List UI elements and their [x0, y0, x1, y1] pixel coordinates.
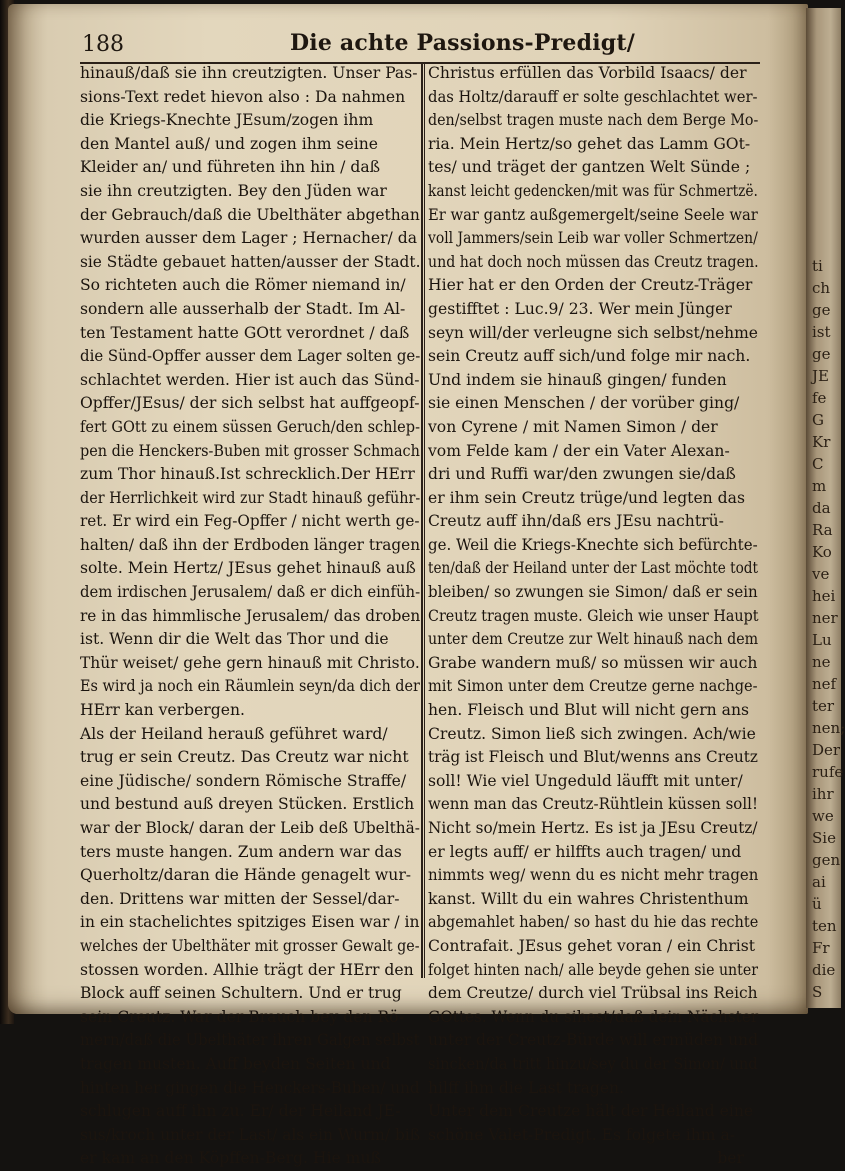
text-line: ist. Wenn dir die Welt das Thor und die [80, 630, 389, 649]
text-line: Creutz. Simon ließ sich zwingen. Ach/wie [428, 724, 756, 743]
page-header [60, 30, 760, 64]
text-line: er legts auff/ er hilffts auch tragen/ und [428, 842, 742, 861]
text-line: sein Creutz auff sich/und folge mir nach. [428, 347, 751, 366]
text-line: Nicht so/mein Hertz. Es ist ja JEsu Creutz/ [428, 819, 758, 837]
next-page-fragment: ch [812, 279, 831, 297]
text-line: hinten her gingen die Henckers-Buben/ und [80, 1078, 420, 1097]
text-line: Creutz tragen muste. Gleich wie unser Haupt [428, 606, 759, 625]
next-page-edge [806, 8, 845, 1008]
text-line: und bestund auß dreyen Stücken. Erstlich [80, 795, 415, 814]
next-page-fragment: ge [812, 345, 831, 363]
text-line: und hat doch noch müssen das Creutz tragen. [428, 252, 759, 271]
right-column [428, 62, 758, 1171]
text-line: tes/ und träget der gantzen Welt Sünde ; [428, 158, 751, 177]
text-line: Kleider an/ und führeten ihn hin / daß [80, 158, 381, 177]
next-page-fragment: Der [812, 741, 841, 759]
text-line: re in das himmlische Jerusalem/ das droben [80, 606, 421, 625]
text-line: sie ihn creutzigten. Bey den Jüden war [80, 181, 387, 200]
text-line: die Kriegs-Knechte JEsum/zogen ihm [80, 111, 374, 130]
text-line: voll Jammers/sein Leib war voller Schmertzen/ [428, 229, 758, 248]
next-page-fragment: nen; [812, 719, 845, 737]
text-line: sincken/da tritt hinzu/sey du der Simon/ und [428, 1054, 758, 1073]
text-line: So richteten auch die Römer niemand in/ [80, 276, 406, 295]
text-line: Hier hat er den Orden der Creutz-Träger [428, 276, 753, 295]
text-line: unter dem Creutze zur Welt hinauß nach dem [428, 630, 759, 649]
text-line: welches der Ubelthäter mit grosser Gewalt ge- [80, 936, 420, 955]
text-line: fert GOtt zu einem süssen Geruch/den schlep- [80, 417, 421, 436]
next-page-fragment: Ko [812, 543, 832, 561]
next-page-fragment: hei [812, 587, 836, 605]
text-line: sus/kroch unter der Last/ als ein Wurm/ biß [80, 1125, 420, 1144]
text-line: Opffer/JEsus/ der sich selbst hat auffgeopf- [80, 394, 420, 413]
text-line: sions-Text redet hievon also : Da nahmen [80, 87, 406, 106]
text-line: den Mantel auß/ und zogen ihm seine [80, 134, 379, 153]
next-page-fragment: die [812, 961, 836, 979]
text-line: er ihm sein Creutz trüge/und legten das [428, 488, 745, 507]
next-page-fragment: G [812, 411, 824, 429]
column-divider-left [421, 62, 423, 978]
next-page-fragment: ve [812, 565, 830, 583]
next-page-fragment: ten [812, 917, 837, 935]
text-line: der Gebrauch/daß die Ubelthäter abgethan [80, 205, 420, 224]
text-line: Und indem sie hinauß gingen/ funden [428, 370, 727, 389]
next-page-fragment: fe [812, 389, 827, 407]
text-line: Contrafait. JEsus gehet voran / ein Christ [428, 936, 756, 955]
text-line: Unter dem Creutze hält der Heiland eine [428, 1102, 754, 1121]
text-line: nimmts weg/ wenn du es nicht mehr tragen [428, 866, 759, 885]
text-line: ge. Weil die Kriegs-Knechte sich befürchte- [428, 535, 758, 554]
next-page-fragment: ihr [812, 785, 834, 803]
text-line: dri und Ruffi war/den zwungen sie/daß [428, 465, 736, 484]
text-line: ten/daß der Heiland unter der Last möchte todt [428, 559, 758, 578]
text-line: halten/ daß ihn der Erdboden länger tragen [80, 535, 421, 554]
text-line: von Cyrene / mit Namen Simon / der [428, 417, 718, 436]
text-line: eine Jüdische/ sondern Römische Straffe/ [80, 771, 407, 790]
text-line: schlachtet werden. Hier ist auch das Sünd- [80, 370, 420, 389]
text-line: ters muste hangen. Zum andern war das [80, 842, 402, 861]
next-page-fragment: Fr [812, 939, 830, 957]
text-line: Es wird ja noch ein Räumlein seyn/da dich der [80, 677, 420, 696]
text-line: den/selbst tragen muste nach dem Berge Mo- [428, 111, 759, 130]
text-line: ret. Er wird ein Feg-Opffer / nicht werth ge- [80, 512, 420, 531]
next-page-fragment: ge [812, 301, 831, 319]
text-line: sein Creutz. War der Brauch bey den Rö- [80, 1007, 404, 1026]
text-line: seyn will/der verleugne sich selbst/nehme [428, 323, 758, 342]
next-page-fragment: nef [812, 675, 837, 693]
text-line: ria. Mein Hertz/so gehet das Lamm GOt- [428, 134, 751, 153]
next-page-fragment: ai [812, 873, 826, 891]
next-page-fragment: gen [812, 851, 841, 869]
running-title: Die achte Passions-Predigt/ [290, 30, 635, 56]
text-line: sie einen Menschen / der vorüber ging/ [428, 394, 740, 413]
text-line: Querholtz/daran die Hände genagelt wur- [80, 866, 412, 885]
next-page-fragment: we [812, 807, 834, 825]
text-line: kanst. Willt du ein wahres Christenthum [428, 889, 749, 908]
column-divider-right [424, 62, 425, 978]
text-line: soll! Wie viel Ungeduld läufft mit unter/ [428, 771, 743, 790]
next-page-fragment: m [812, 477, 827, 495]
next-page-fragment: da [812, 499, 831, 517]
text-line: kanst leicht gedencken/mit was für Schmertzë. [428, 181, 758, 200]
text-line: Christus erfüllen das Vorbild Isaacs/ der [428, 64, 747, 82]
text-line: folget hinten nach/ alle beyde gehen sie unter [428, 960, 758, 979]
text-line: hen. Fleisch und Blut will nicht gern ans [428, 701, 750, 720]
text-line: GOttes. Wenn du sihest/daß dein Nächster [428, 1007, 759, 1026]
text-line: pen die Henckers-Buben mit grosser Schmach [80, 441, 420, 460]
next-page-fragment: ti [812, 257, 823, 275]
next-page-fragment: Ra [812, 521, 833, 539]
next-page-fragment: Kr [812, 433, 831, 451]
text-line: ten Testament hatte GOtt verordnet / daß [80, 323, 410, 342]
text-line: Er war gantz außgemergelt/seine Seele war [428, 205, 758, 224]
text-line: unter der Creutz-Bürde will ermüden und [428, 1031, 759, 1050]
next-page-fragment: ter [812, 697, 835, 715]
text-line: gestifftet : Luc.9/ 23. Wer mein Jünger [428, 299, 732, 318]
text-line: Thür weiset/ gehe gern hinauß mit Christo. [80, 653, 420, 672]
text-line: schöne Valet-Predigt. Es folgete ihm a- [428, 1125, 736, 1144]
text-line: Creutz auff ihn/daß ers JEsu nachtrü- [428, 512, 724, 531]
left-column [80, 62, 420, 1171]
text-line: solte. Mein Hertz/ JEsus gehet hinauß auß [80, 559, 416, 578]
text-line: mit Simon unter dem Creutze gerne nachge- [428, 677, 758, 696]
text-line: hilff ihm die Last tragen. [428, 1078, 625, 1097]
next-page-fragment: ne [812, 653, 831, 671]
next-page-fragment: ü [812, 895, 822, 913]
text-line: ber [717, 1149, 744, 1168]
text-line: Als der Heiland herauß geführet ward/ [80, 724, 388, 743]
text-line: wenn man das Creutz-Rühtlein küssen soll! [428, 795, 758, 814]
text-line: bleiben/ so zwungen sie Simon/ daß er sein [428, 583, 758, 602]
text-line: die Sünd-Opffer ausser dem Lager solten ge- [80, 347, 421, 366]
next-page-fragment: ist [812, 323, 831, 341]
text-line: wurden ausser dem Lager ; Hernacher/ da [80, 229, 418, 248]
next-page-fragment: JE [812, 367, 829, 385]
text-line: abgemahlet haben/ so hast du hie das rechte [428, 913, 759, 932]
text-line: dem Creutze/ durch viel Trübsal ins Reich [428, 984, 758, 1003]
text-line: Grabe wandern muß/ so müssen wir auch [428, 653, 758, 672]
text-line: tragen musten. Auff beyden Seiten und [80, 1054, 391, 1073]
next-page-fragment: C [812, 455, 824, 473]
text-line: hinauß/daß sie ihn creutzigten. Unser Pas- [80, 64, 418, 82]
text-line: stossen worden. Allhie trägt der HErr den [80, 960, 414, 979]
next-page-fragment: Sie [812, 829, 836, 847]
next-page-fragment: S [812, 983, 823, 1001]
text-line: das Holtz/darauff er solte geschlachtet wer- [428, 87, 758, 106]
page-number: 188 [82, 32, 124, 57]
text-line: war der Block/ daran der Leib deß Ubelthä- [80, 819, 420, 837]
text-line: mern/daß die Ubelthäter ihren Galgen selbst [80, 1031, 420, 1050]
text-line: dem irdischen Jerusalem/ daß er dich einfüh- [80, 583, 421, 602]
text-line: den. Drittens war mitten der Sessel/dar- [80, 889, 400, 908]
text-line: zum Thor hinauß.Ist schrecklich.Der HErr [80, 465, 415, 484]
text-line: HErr kan verbergen. [80, 701, 245, 720]
next-page-fragment: ner [812, 609, 838, 627]
text-line: träg ist Fleisch und Blut/wenns ans Creutz [428, 748, 758, 767]
text-line: der Herrlichkeit wird zur Stadt hinauß geführ- [80, 488, 421, 507]
text-line: in ein stachelichtes spitziges Eisen war / in [80, 913, 420, 932]
text-line: schlugen auff ihn zu. Er/ der Heiland JE- [80, 1102, 401, 1121]
text-line: vom Felde kam / der ein Vater Alexan- [428, 441, 730, 460]
next-page-fragment: Lu [812, 631, 832, 649]
text-line: sondern alle ausserhalb der Stadt. Im Al- [80, 299, 406, 318]
next-page-fragment: rufe [812, 763, 844, 781]
text-line: trug er sein Creutz. Das Creutz war nicht [80, 748, 409, 767]
text-line: sie Städte gebauet hatten/ausser der Stadt. [80, 252, 421, 271]
text-line: er kam an den Köpffen-Berg. Hie muß [80, 1149, 381, 1168]
text-line: Block auff seinen Schultern. Und er trug [80, 984, 402, 1003]
